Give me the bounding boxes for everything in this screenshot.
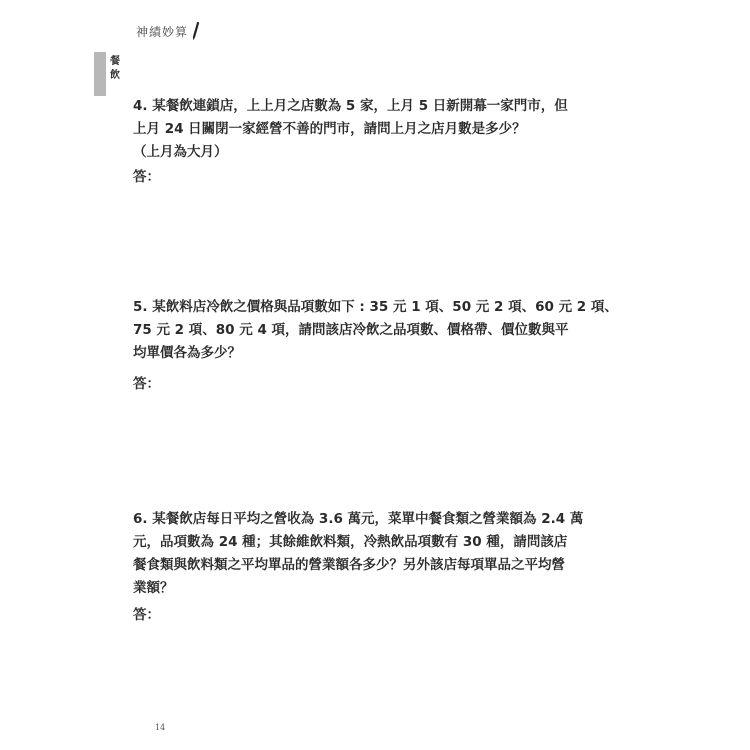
- pencil-icon: [191, 22, 201, 40]
- chapter-label: 餐飲: [110, 56, 120, 81]
- question-5: 5. 某飲料店冷飲之價格與品項數如下 : 35 元 1 項、50 元 2 項、60 元 2 項、 75 元 2 項、80 元 4 項，請問該店冷飲之品項數、價格帶、價位數與平 均單價各為多少？: [133, 299, 618, 361]
- question-6: 6. 某餐飲店每日平均之營收為 3.6 萬元，菜單中餐食類之營業額為 2.4 萬 元，品項數為 24 種；其餘維飲料類，冷熱飲品項數有 30 種，請問該店 餐食類與飲料類之平均單品的營業額各多少？另外該店每項單品之平均營 業額？: [133, 511, 584, 596]
- answer-label-5: 答：: [133, 376, 160, 392]
- running-header: [136, 18, 201, 44]
- page-number: 14: [155, 723, 166, 732]
- answer-label-4: 答：: [133, 169, 160, 185]
- answer-label-6: 答：: [133, 607, 160, 623]
- header-title: 神績妙算: [136, 24, 189, 39]
- chapter-tab: [94, 52, 106, 96]
- question-4: 4. 某餐飲連鎖店，上上月之店數為 5 家，上月 5 日新開幕一家門市，但 上月 24 日關閉一家經營不善的門市，請問上月之店月數是多少？ （上月為大月）: [133, 98, 568, 160]
